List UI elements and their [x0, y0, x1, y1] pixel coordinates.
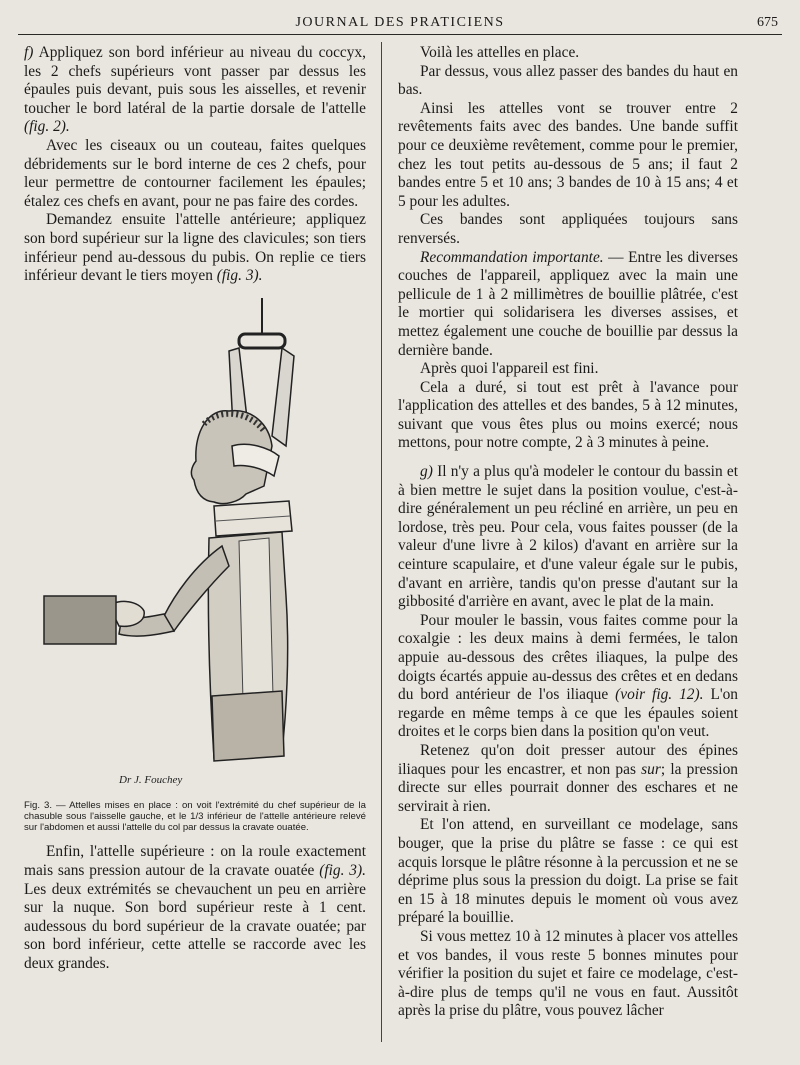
paragraph-text: Appliquez son bord inférieur au niveau du coccyx, les 2 chefs supérieurs vont passer par dessus les épaules puis devant, puis sous les aisselles, et revenir toucher le bord latéral de la partie dorsale de l'attelle	[24, 44, 367, 117]
paragraph-duree: Cela a duré, si tout est prêt à l'avance pour l'application des attelles et des bandes, 5 à 12 minutes, suivant que vous êtes plus ou moins exercé; nous mettons, pour notre compte, 2 à 3 minutes à peine.	[398, 378, 738, 452]
paragraph-text: Retenez qu'on doit presser autour des épines iliaques pour les encastrer, et non pas	[398, 741, 738, 778]
running-header	[18, 12, 782, 35]
paragraph-attelle-anterieure	[24, 211, 366, 285]
helper-sleeve	[44, 596, 116, 644]
recommendation-label: Recommandation importante.	[420, 248, 604, 266]
left-column	[24, 44, 366, 973]
patient-plaster-illustration	[24, 296, 366, 796]
page-number: 675	[757, 15, 778, 30]
abdomen-fold	[212, 691, 284, 761]
figure-3-illustration	[24, 296, 366, 796]
paragraph-f	[24, 44, 366, 137]
sling-strap-right	[272, 348, 294, 446]
paragraph-text: Pour mouler le bassin, vous faites comme pour la coxalgie : les deux mains à demi fermées, le talon appuie au-dessous des crêtes iliaques, la pulpe des doigts écartés appuie au-dessus des crêtes et en dedans du bord antérieur de l'os iliaque	[398, 611, 738, 704]
figure-reference: (fig. 2).	[24, 118, 70, 136]
paragraph-text: — Entre les diverses couches de l'appareil, appliquez avec la main une pellicule de 1 à 2 millimètres de bouillie plâtrée, c'est le mortier qui solidarisera les diverses assises, et mettez également une couche de bouillie par dessus la dernière bande.	[398, 248, 738, 359]
paragraph-g	[398, 463, 738, 612]
paragraph-attelles-en-place: Voilà les attelles en place.	[420, 44, 580, 61]
artist-signature: Dr J. Fouchey	[119, 773, 183, 786]
paragraph-text: Demandez ensuite l'attelle antérieure; appliquez son bord supérieur sur la ligne des clavicules; son tiers inférieur pend au-dessous du pubis. On replie ce tiers inférieur devant le tiers moyen	[24, 211, 366, 285]
paragraph-text: ; la pression directe sur elles pourrait donner des eschares et ne servirait à rien.	[398, 760, 738, 815]
journal-title: JOURNAL DES PRATICIENS	[295, 15, 505, 30]
emphasis-sur: sur	[641, 760, 661, 778]
paragraph-bandes: Par dessus, vous allez passer des bandes du haut en bas.	[398, 62, 738, 99]
figure-reference: (fig. 3).	[216, 267, 263, 285]
section-label-g: g)	[420, 463, 433, 481]
paragraph-modelage: Si vous mettez 10 à 12 minutes à placer vos attelles et vos bandes, il vous reste 5 bonnes minutes pour vérifier la position du sujet et faire ce modelage, c'est-à-dire plus de temps qu'il ne vous en faut. Aussitôt après la prise du plâtre, vous pouvez lâcher	[398, 927, 738, 1020]
paragraph-revetements: Ainsi les attelles vont se trouver entre 2 revêtements faits avec des bandes. Une bande suffit pour ce deuxième revêtement, comme pour le premier, chez les tout petits au-dessous de 5 ans; il faut 2 bandes entre 5 et 10 ans; 3 bandes de 10 à 15 ans; 4 et 5 pour les adultes.	[398, 99, 738, 210]
section-label-f: f)	[24, 44, 34, 61]
paragraph-debridements: Avec les ciseaux ou un couteau, faites quelques débridements sur le bord interne de ces 2 chefs, pour leur permettre de contourner facilement les épaules; étalez ces chefs en avant, pour ne pas faire des cordes.	[24, 136, 366, 210]
paragraph-text: Il n'y a plus qu'à modeler le contour du bassin et à bien mettre le sujet dans la position voulue, c'est-à-dire généralement un peu récliné en arrière, un peu en lordose, très peu. Pour cela, vous faites pousser (de la valeur d'une livre à 2 kilos) d'avant en arrière sur la ceinture scapulaire, et d'une valeur égale sur le pubis, d'avant en arrière, tandis qu'on presse d'autant sur la gibbosité d'arrière en avant, avec le plat de la main.	[398, 463, 738, 611]
figure-reference: (voir fig. 12).	[615, 686, 704, 704]
column-divider	[381, 42, 382, 1042]
paragraph-recommandation	[398, 249, 738, 361]
paragraph-text: Enfin, l'attelle supérieure : on la roule exactement mais sans pression autour de la cravate ouatée	[24, 843, 366, 879]
suspension-bar	[239, 334, 285, 348]
paragraph-renverses: Ces bandes sont appliquées toujours sans renversés.	[398, 211, 738, 247]
paragraph-prise-platre: Et l'on attend, en surveillant ce modelage, sans bouger, que la prise du plâtre se fasse : ce qui est acquis lorsque le plâtre résonne à la percussion et ne se déprime plus sous la pression du doigt. La prise se fait en 15 à 18 minutes depuis le moment où vous avez préparé la bouillie.	[398, 816, 738, 927]
paragraph-epines-iliaques	[398, 742, 738, 816]
paragraph-text: Les deux extrémités se chevauchent un peu en arrière sur la nuque. Son bord supérieur reste à 1 cent. audessous du bord supérieur de la cravate ouatée; par son bord inférieur, cette attelle se raccorde avec les deux grandes.	[24, 880, 366, 972]
paragraph-mouler-bassin	[398, 612, 738, 742]
paragraph-text: L'on regarde en même temps à ce que les épaules soient droites et le corps bien dans la position qu'on veut.	[398, 686, 739, 741]
paragraph-appareil-fini: Après quoi l'appareil est fini.	[420, 360, 599, 378]
paragraph-attelle-superieure	[24, 843, 366, 973]
figure-reference: (fig. 3).	[319, 861, 366, 879]
figure-caption: Fig. 3. — Attelles mises en place : on voit l'extrémité du chef supérieur de la chasuble sous l'aisselle gauche, et le 1/3 inférieur de l'attelle antérieure relevé sur l'abdomen et aussi l'attelle du col par dessus la cravate ouatée.	[24, 799, 366, 834]
right-column	[398, 44, 738, 1021]
